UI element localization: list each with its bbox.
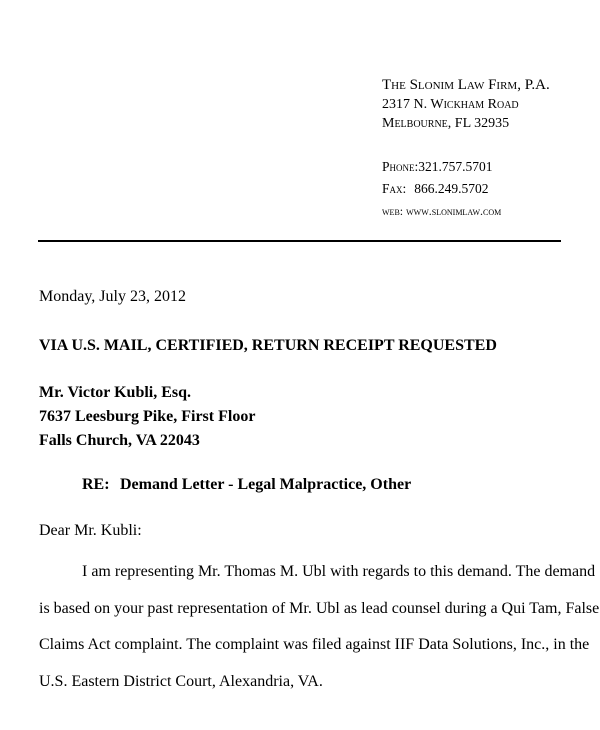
letterhead-divider bbox=[38, 240, 561, 242]
recipient-address-block bbox=[39, 381, 255, 453]
re-subject: Demand Letter - Legal Malpractice, Other bbox=[120, 476, 412, 493]
letter-date: Monday, July 23, 2012 bbox=[39, 288, 186, 305]
letterhead-address-block bbox=[382, 76, 550, 133]
web-address: www.slonimlaw.com bbox=[406, 204, 502, 218]
recipient-address-line2: Falls Church, VA 22043 bbox=[39, 432, 200, 449]
firm-name: The Slonim Law Firm, P.A. bbox=[382, 77, 550, 93]
phone-number: 321.757.5701 bbox=[418, 159, 493, 174]
re-label: RE: bbox=[82, 476, 110, 493]
phone-label: Phone: bbox=[382, 159, 419, 174]
body-line-2: is based on your past representation of Mr. Ubl as lead counsel during a Qui Tam, False bbox=[39, 599, 600, 617]
firm-city-state-zip: Melbourne, FL 32935 bbox=[382, 116, 510, 131]
firm-street: 2317 N. Wickham Road bbox=[382, 97, 519, 112]
recipient-name: Mr. Victor Kubli, Esq. bbox=[39, 384, 192, 401]
fax-label: Fax: bbox=[382, 181, 407, 196]
web-line bbox=[382, 200, 501, 222]
fax-line bbox=[382, 178, 501, 200]
recipient-address-line1: 7637 Leesburg Pike, First Floor bbox=[39, 408, 256, 425]
fax-number: 866.249.5702 bbox=[414, 181, 489, 196]
phone-line bbox=[382, 156, 501, 178]
delivery-method: VIA U.S. MAIL, CERTIFIED, RETURN RECEIPT REQUESTED bbox=[39, 337, 497, 354]
re-line bbox=[82, 476, 411, 494]
letterhead-contact-block bbox=[382, 156, 501, 222]
body-paragraph bbox=[39, 554, 600, 700]
body-line-3: Claims Act complaint. The complaint was filed against IIF Data Solutions, Inc., in the bbox=[39, 636, 590, 653]
body-line-1: I am representing Mr. Thomas M. Ubl with regards to this demand. The demand bbox=[82, 563, 596, 580]
body-line-4: U.S. Eastern District Court, Alexandria, VA. bbox=[39, 672, 323, 690]
web-label: web: bbox=[382, 204, 404, 218]
salutation: Dear Mr. Kubli: bbox=[39, 522, 142, 539]
